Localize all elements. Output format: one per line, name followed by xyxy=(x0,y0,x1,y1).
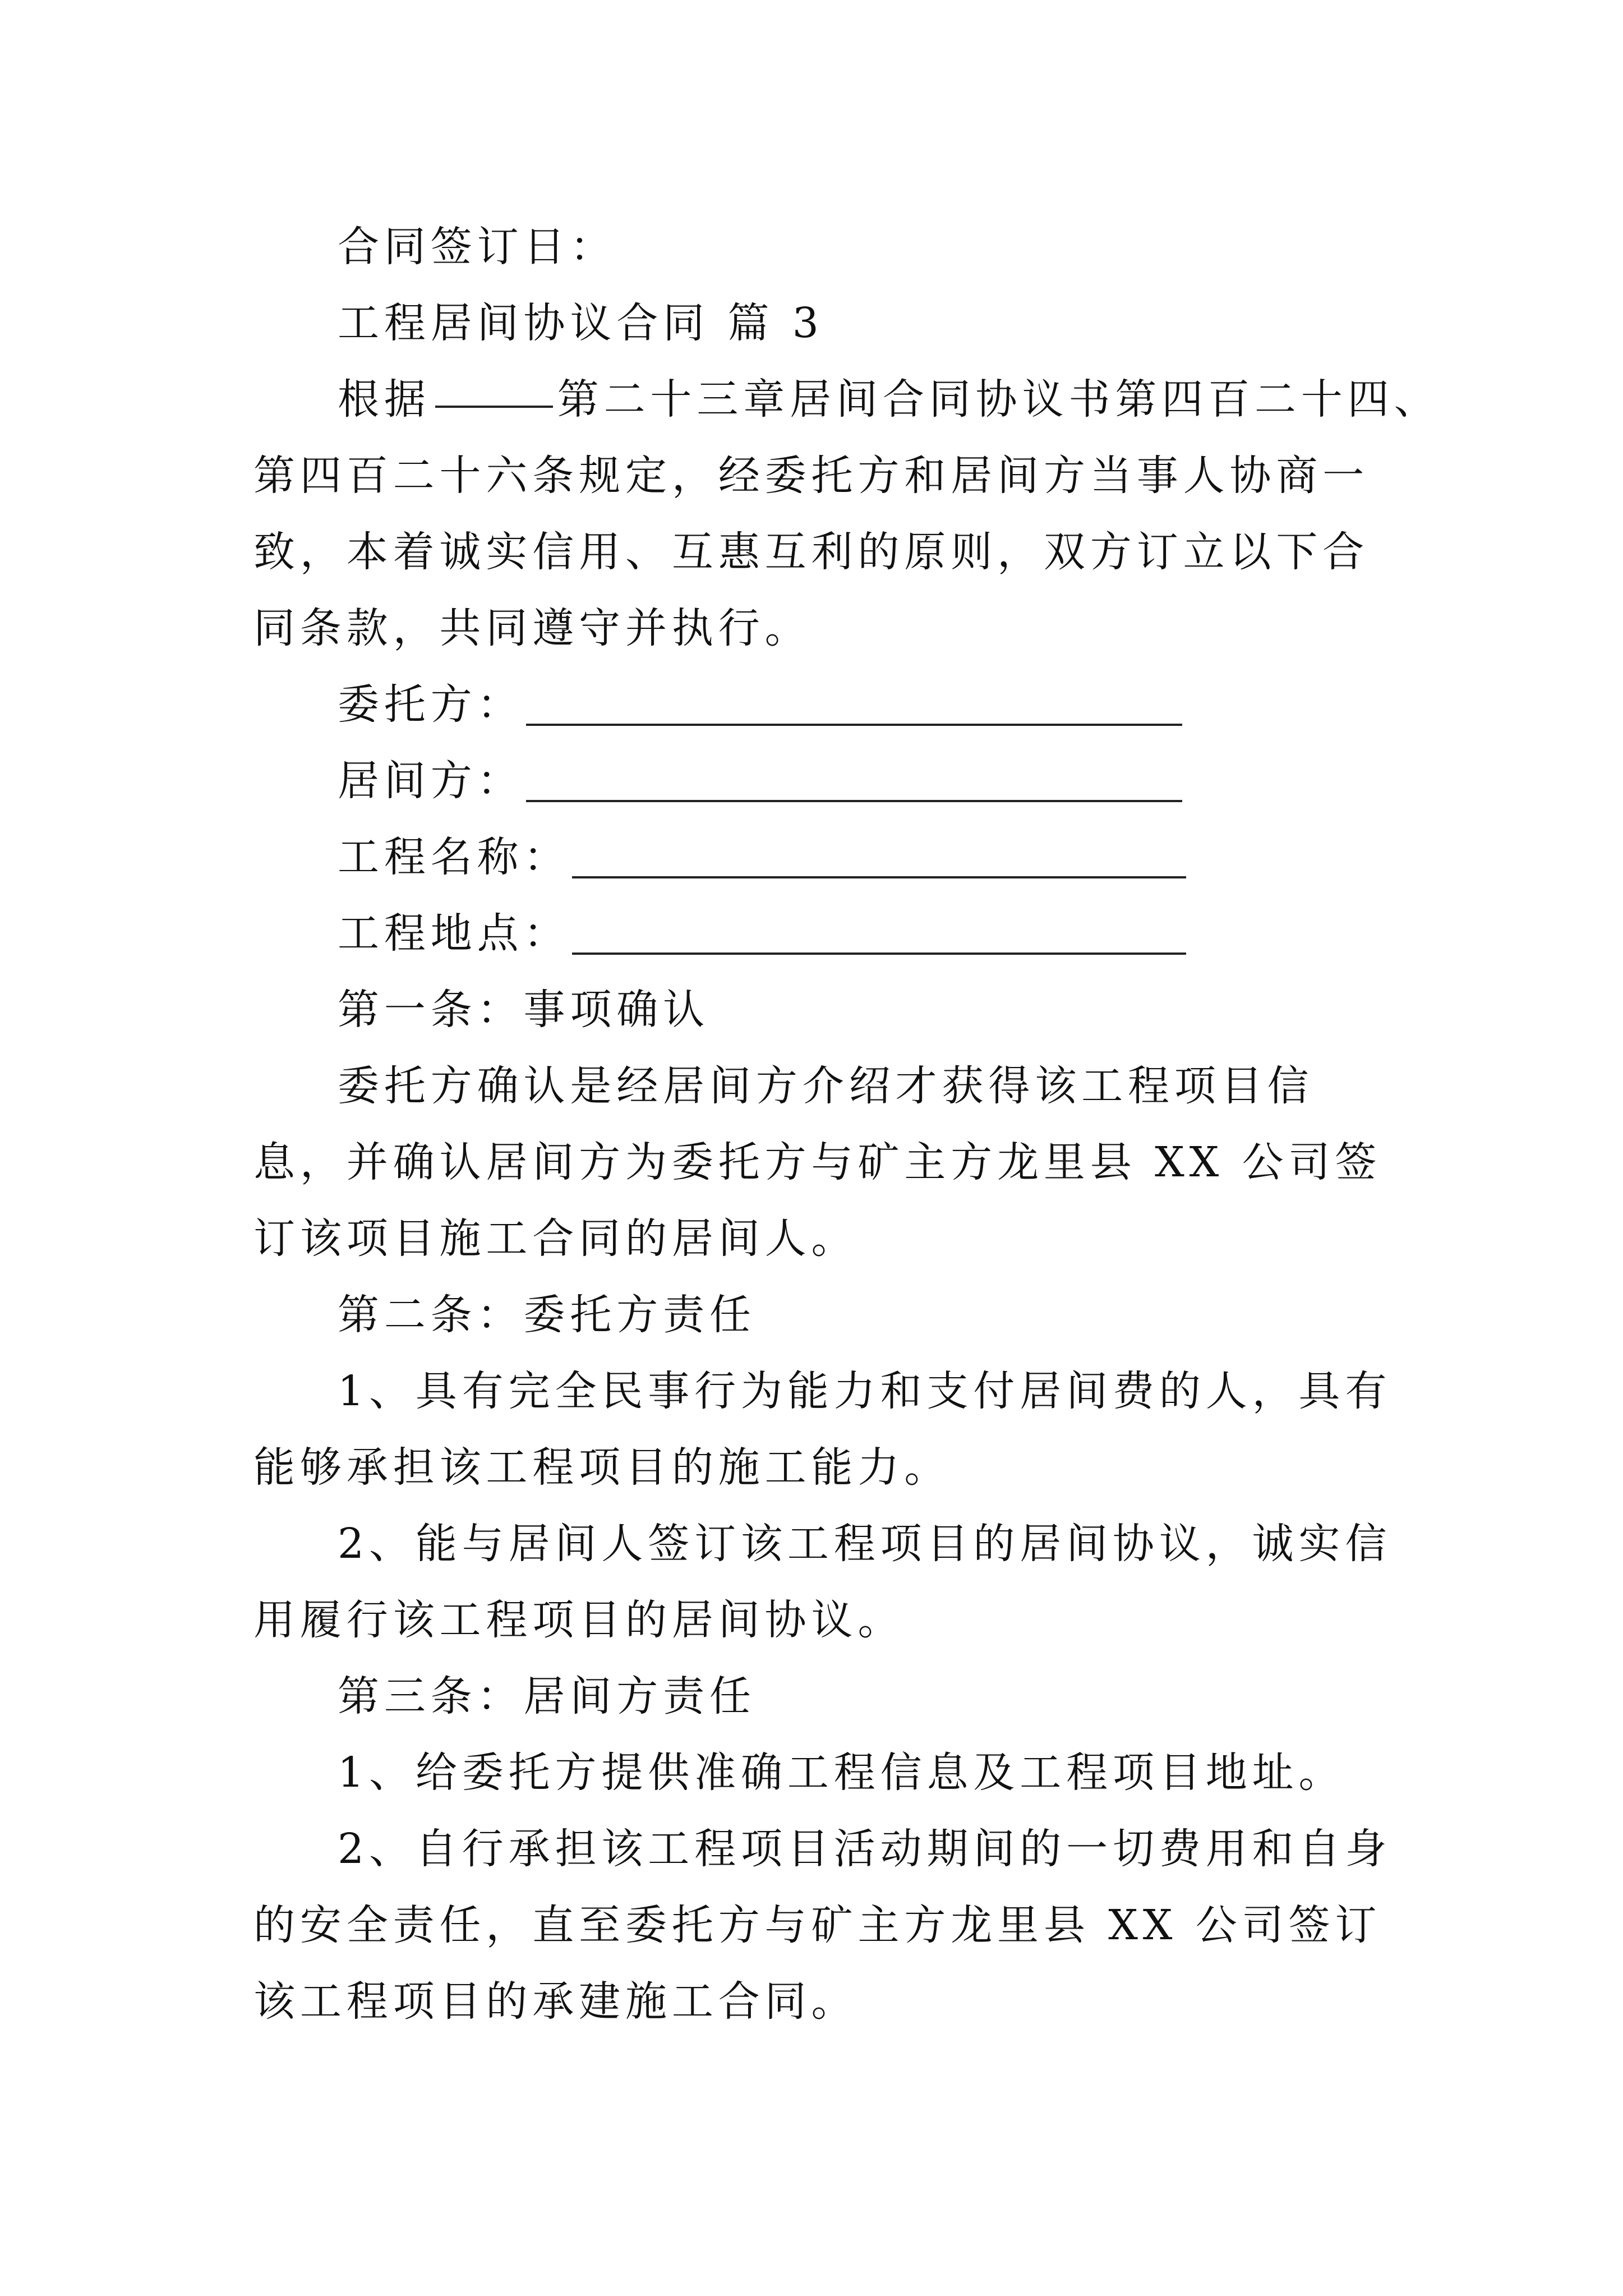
field-client-blank xyxy=(526,724,1182,726)
article1-heading: 第一条：事项确认 xyxy=(338,986,710,1034)
field-client-label: 委托方： xyxy=(338,680,524,729)
field-intermediary xyxy=(253,743,1392,819)
field-project-location-label: 工程地点： xyxy=(338,909,570,958)
article1-body: 委托方确认是经居间方介绍才获得该工程项目信息，并确认居间方为委托方与矿主方龙里县 XX 公司签订该项目施工合同的居间人。 xyxy=(253,1062,1382,1263)
intro-law-blank xyxy=(435,370,553,408)
document-title: 工程居间协议合同 篇 3 xyxy=(338,299,824,347)
article2-item1: 1、具有完全民事行为能力和支付居间费的人，具有能够承担该工程项目的施工能力。 xyxy=(253,1367,1392,1492)
field-project-name-blank xyxy=(572,876,1186,878)
field-project-name-label: 工程名称： xyxy=(338,833,570,881)
article3-heading: 第三条：居间方责任 xyxy=(338,1672,756,1720)
intro-suffix: 第二十三章居间合同协议书第四百二十四、 xyxy=(557,375,1441,424)
field-client xyxy=(253,666,1392,743)
field-project-name xyxy=(253,819,1392,895)
article2-item2: 2、能与居间人签订该工程项目的居间协议，诚实信用履行该工程项目的居间协议。 xyxy=(253,1520,1392,1644)
document-content xyxy=(253,209,1441,2040)
article3-item1: 1、给委托方提供准确工程信息及工程项目地址。 xyxy=(338,1749,1345,1797)
intro-continuation: 第四百二十六条规定，经委托方和居间方当事人协商一致，本着诚实信用、互惠互利的原则，双方订立以下合同条款，共同遵守并执行。 xyxy=(253,452,1370,652)
signing-date-label: 合同签订日： xyxy=(338,223,617,271)
field-intermediary-label: 居间方： xyxy=(338,757,524,805)
intro-prefix: 根据 xyxy=(338,375,431,424)
article3-item2: 2、自行承担该工程项目活动期间的一切费用和自身的安全责任，直至委托方与矿主方龙里县 XX 公司签订该工程项目的承建施工合同。 xyxy=(253,1825,1392,2026)
field-intermediary-blank xyxy=(526,800,1182,802)
field-project-location-blank xyxy=(572,953,1186,955)
field-project-location xyxy=(253,895,1392,972)
intro-first-line xyxy=(253,361,1441,438)
article2-heading: 第二条：委托方责任 xyxy=(338,1291,756,1339)
